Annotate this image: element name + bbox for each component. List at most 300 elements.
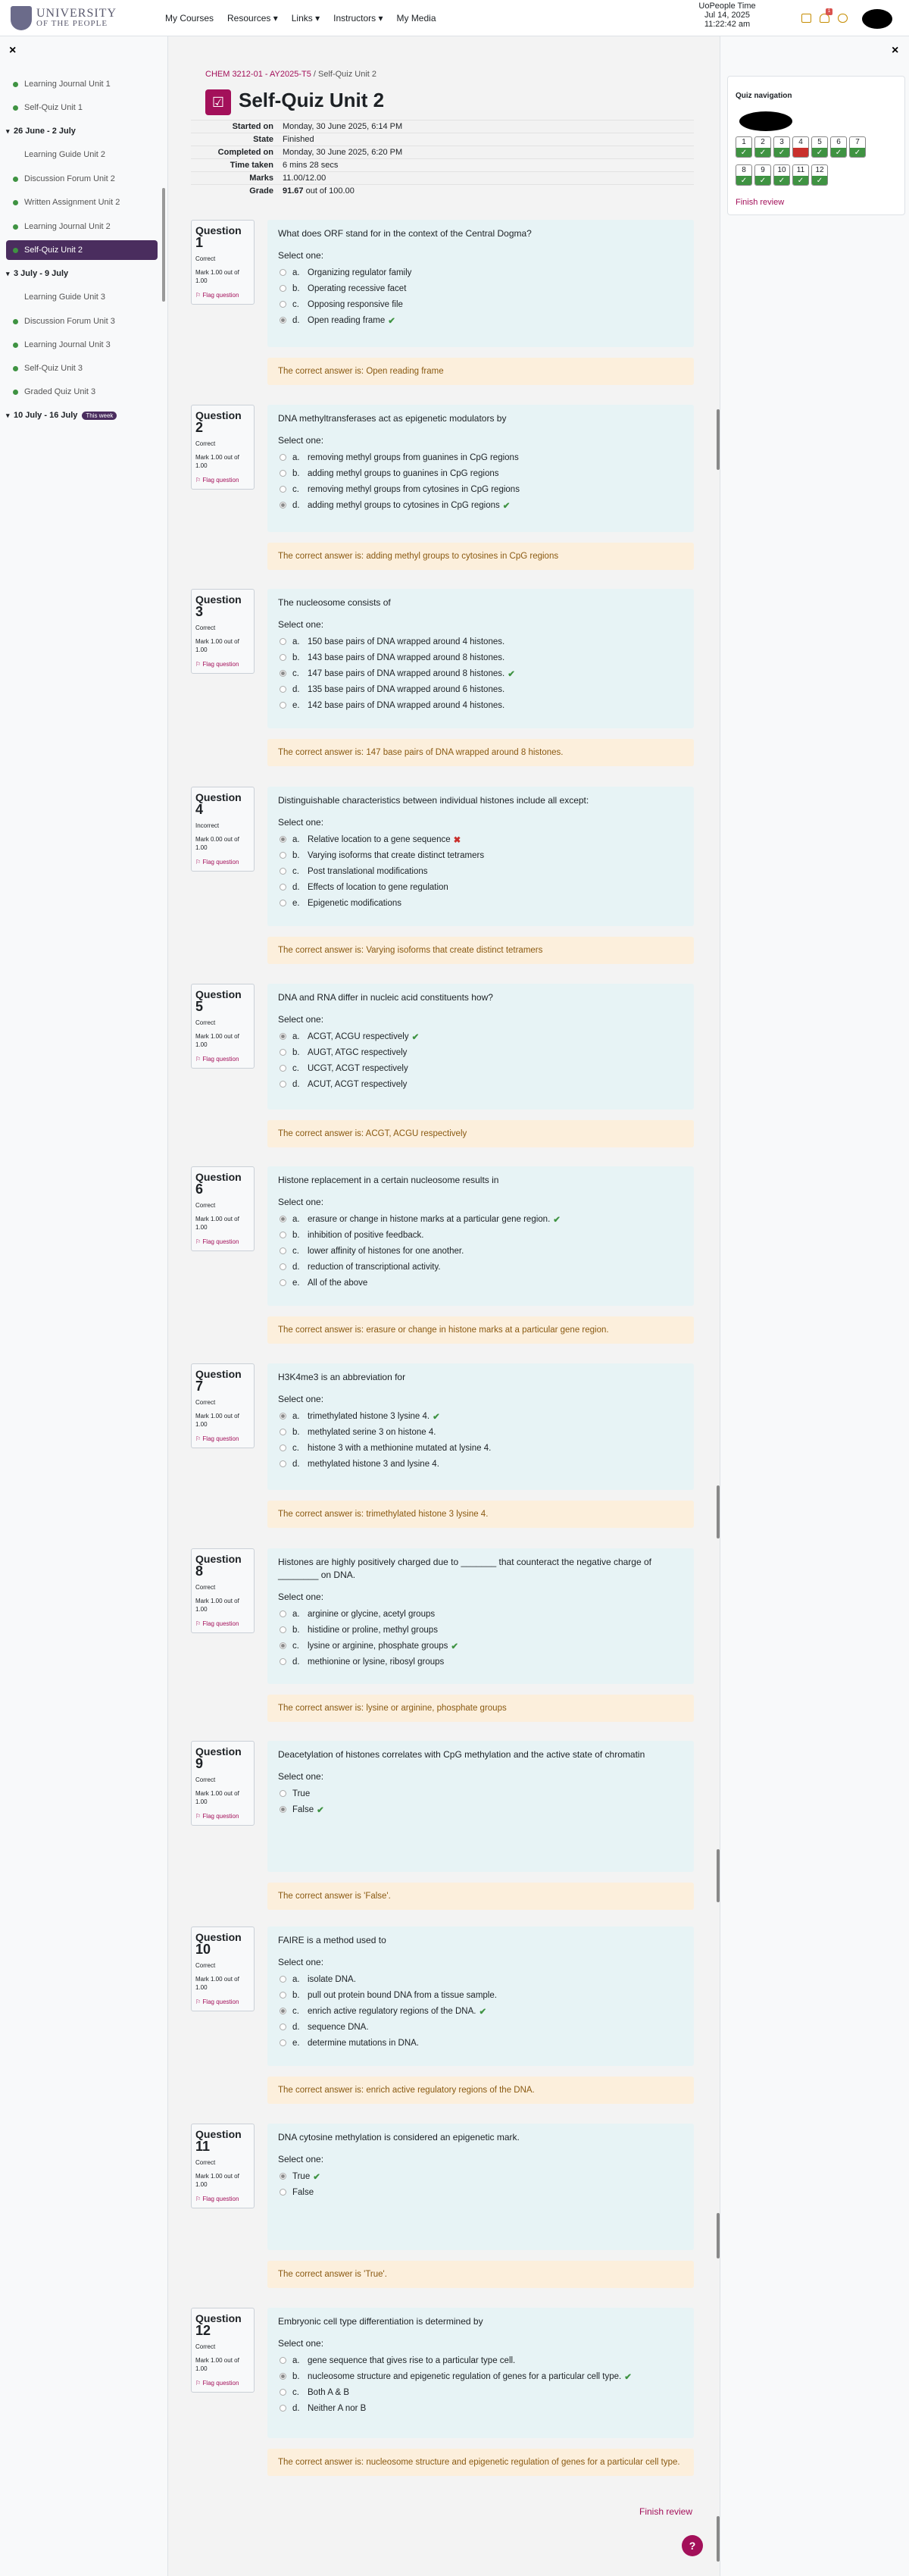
answer-option[interactable] — [278, 665, 683, 681]
completion-check-icon — [13, 200, 18, 205]
answer-option[interactable] — [278, 264, 683, 280]
answer-radio[interactable] — [280, 301, 286, 308]
completion-check-icon — [13, 177, 18, 182]
answer-option[interactable] — [278, 2168, 683, 2184]
correct-check-icon: ✔ — [624, 2372, 632, 2382]
answer-letter: c. — [292, 484, 299, 494]
answer-radio[interactable] — [280, 1460, 286, 1467]
select-one-label: Select one: — [278, 2338, 324, 2349]
select-one-label: Select one: — [278, 1394, 324, 1404]
question-state: Correct — [195, 255, 216, 262]
answer-radio[interactable] — [280, 1790, 286, 1797]
breadcrumb-course[interactable]: CHEM 3212-01 - AY2025-T5 — [205, 70, 311, 79]
course-index-item[interactable] — [6, 169, 158, 189]
answer-radio[interactable] — [280, 2039, 286, 2046]
course-index-item[interactable] — [6, 145, 158, 164]
answer-letter: d. — [292, 1459, 300, 1469]
answer-option[interactable] — [278, 895, 683, 911]
answer-radio[interactable] — [280, 2405, 286, 2412]
answer-option[interactable] — [278, 879, 683, 895]
quiz-nav-question-button[interactable] — [773, 136, 790, 158]
answer-radio[interactable] — [280, 1216, 286, 1222]
course-index-label: Learning Journal Unit 1 — [24, 80, 111, 89]
answer-option[interactable] — [278, 1654, 683, 1670]
answer-radio[interactable] — [280, 868, 286, 875]
nav-resources[interactable]: Resources ▾ — [227, 12, 278, 23]
course-section-header[interactable] — [6, 264, 158, 283]
avatar[interactable] — [862, 9, 892, 29]
answer-text: 150 base pairs of DNA wrapped around 4 histones. — [308, 637, 505, 646]
course-index-label: Learning Guide Unit 3 — [24, 293, 106, 302]
breadcrumb-page: Self-Quiz Unit 2 — [318, 70, 377, 79]
select-one-label: Select one: — [278, 1592, 324, 1602]
answer-letter: a. — [292, 1214, 300, 1224]
answer-text: False — [292, 1804, 314, 1814]
quiz-nav-question-button[interactable] — [849, 136, 866, 158]
answer-radio[interactable] — [280, 1263, 286, 1270]
question-state: Correct — [195, 624, 216, 631]
quiz-nav-question-button[interactable] — [811, 136, 828, 158]
answer-option[interactable] — [278, 1440, 683, 1456]
answer-option[interactable] — [278, 1786, 683, 1801]
correct-check-icon: ✓ — [831, 148, 846, 158]
select-one-label: Select one: — [278, 1014, 324, 1025]
flag-question-link[interactable] — [195, 2195, 250, 2203]
answer-radio[interactable] — [280, 1976, 286, 1983]
question-mark: Mark 1.00 out of 1.00 — [195, 2357, 239, 2372]
answer-radio[interactable] — [280, 1413, 286, 1419]
answer-letter: b. — [292, 1990, 300, 2000]
answer-option[interactable] — [278, 1028, 683, 1044]
flag-question-link[interactable] — [195, 291, 250, 299]
quiz-nav-question-button[interactable] — [792, 136, 809, 158]
answer-option[interactable] — [278, 1606, 683, 1622]
answer-radio[interactable] — [280, 1626, 286, 1633]
correct-check-icon: ✓ — [793, 176, 808, 186]
clock-time: 11:22:42 am — [704, 20, 751, 29]
answer-text: 147 base pairs of DNA wrapped around 8 histones. — [308, 668, 505, 678]
answer-option[interactable] — [278, 497, 683, 513]
completion-check-icon — [13, 224, 18, 230]
answer-option[interactable] — [278, 1259, 683, 1275]
flag-label: Flag question — [202, 1813, 239, 1820]
close-drawer-icon[interactable]: × — [9, 44, 17, 57]
answer-radio[interactable] — [280, 1279, 286, 1286]
breadcrumb-separator: / — [313, 70, 316, 79]
question-state: Correct — [195, 1962, 216, 1969]
answer-text: determine mutations in DNA. — [308, 2038, 420, 2048]
answer-option[interactable] — [278, 481, 683, 497]
answer-text: Organizing regulator family — [308, 268, 412, 277]
course-index-item[interactable] — [6, 382, 158, 402]
answer-option[interactable] — [278, 449, 683, 465]
flag-label: Flag question — [202, 859, 239, 865]
select-one-label: Select one: — [278, 250, 324, 261]
quiz-nav-question-button[interactable] — [754, 164, 771, 186]
answer-text: trimethylated histone 3 lysine 4. — [308, 1411, 430, 1421]
flag-icon: ⚐ — [195, 1056, 203, 1063]
correct-answer-feedback: The correct answer is: enrich active regulatory regions of the DNA. — [267, 2077, 694, 2104]
course-index-label: Learning Guide Unit 2 — [24, 150, 106, 159]
page-title: Self-Quiz Unit 2 — [239, 89, 385, 111]
answer-letter: b. — [292, 1427, 300, 1437]
answer-option[interactable] — [278, 1987, 683, 2003]
answer-letter: b. — [292, 1230, 300, 1240]
question-number: 10 — [195, 1942, 211, 1957]
answer-radio[interactable] — [280, 2357, 286, 2364]
quiz-nav-question-button[interactable] — [736, 136, 752, 158]
answer-radio[interactable] — [280, 2173, 286, 2180]
answer-option[interactable] — [278, 1060, 683, 1076]
flag-question-link[interactable] — [195, 1055, 250, 1063]
course-index-item[interactable] — [6, 311, 158, 331]
quiz-nav-finish-review[interactable]: Finish review — [736, 198, 785, 207]
answer-text: AUGT, ATGC respectively — [308, 1047, 408, 1057]
answer-text: All of the above — [308, 1278, 368, 1288]
answer-option[interactable] — [278, 1243, 683, 1259]
completion-check-icon — [13, 82, 18, 87]
answer-option[interactable] — [278, 1044, 683, 1060]
answer-option[interactable] — [278, 1801, 683, 1817]
quiz-nav-question-button[interactable] — [754, 136, 771, 158]
correct-check-icon: ✓ — [812, 148, 827, 158]
question-number: 12 — [195, 2323, 211, 2338]
answer-option[interactable] — [278, 1275, 683, 1291]
answer-option[interactable] — [278, 1408, 683, 1424]
answer-option[interactable] — [278, 280, 683, 296]
answer-text: histone 3 with a methionine mutated at lysine 4. — [308, 1443, 492, 1453]
drawer-scrollbar[interactable] — [162, 188, 165, 302]
answer-radio[interactable] — [280, 1065, 286, 1072]
flag-question-link[interactable] — [195, 1238, 250, 1246]
flag-question-link[interactable] — [195, 1812, 250, 1820]
flag-question-link[interactable] — [195, 858, 250, 866]
course-index-label: Written Assignment Unit 2 — [24, 198, 120, 207]
answer-radio[interactable] — [280, 1642, 286, 1649]
calendar-icon[interactable] — [801, 14, 811, 23]
question-number: 3 — [195, 604, 204, 619]
answer-letter: c. — [292, 1246, 299, 1256]
correct-check-icon: ✔ — [479, 2007, 487, 2017]
select-one-label: Select one: — [278, 2154, 324, 2164]
answer-text: pull out protein bound DNA from a tissue sample. — [308, 1990, 497, 2000]
answer-radio[interactable] — [280, 884, 286, 890]
question-text: The nucleosome consists of — [278, 597, 391, 608]
answer-option[interactable] — [278, 1456, 683, 1472]
answer-option[interactable] — [278, 1211, 683, 1227]
attempt-summary-table — [191, 120, 694, 198]
summary-value: 6 mins 28 secs — [278, 159, 694, 172]
flag-question-link[interactable] — [195, 2379, 250, 2387]
answer-option[interactable] — [278, 681, 683, 697]
question-text: Histones are highly positively charged due to _______ that counteract the negative charge of ________ on DNA. — [278, 1557, 651, 1580]
answer-radio[interactable] — [280, 2389, 286, 2396]
correct-check-icon: ✓ — [774, 148, 789, 158]
answer-letter: d. — [292, 1657, 300, 1667]
answer-text: Operating recessive facet — [308, 283, 407, 293]
question-number: 6 — [195, 1182, 204, 1197]
answer-letter: e. — [292, 700, 300, 710]
answer-radio[interactable] — [280, 1610, 286, 1617]
question-text: DNA and RNA differ in nucleic acid constituents how? — [278, 992, 493, 1003]
nav-instructors[interactable]: Instructors ▾ — [333, 12, 383, 23]
course-index-item[interactable] — [6, 240, 158, 260]
answer-letter: d. — [292, 1262, 300, 1272]
answer-radio[interactable] — [280, 900, 286, 906]
quiz-nav-number: 5 — [817, 138, 822, 146]
question-mark: Mark 1.00 out of 1.00 — [195, 1976, 239, 1991]
answer-letter: c. — [292, 866, 299, 876]
course-section-header[interactable] — [6, 121, 158, 141]
answer-radio[interactable] — [280, 470, 286, 477]
answer-text: Post translational modifications — [308, 866, 428, 876]
course-index-label: 10 July - 16 July — [14, 411, 78, 420]
flag-question-link[interactable] — [195, 1998, 250, 2006]
correct-check-icon: ✔ — [411, 1032, 420, 1042]
answer-radio[interactable] — [280, 1247, 286, 1254]
correct-check-icon: ✔ — [502, 501, 511, 511]
correct-check-icon: ✓ — [774, 176, 789, 186]
answer-option[interactable] — [278, 1971, 683, 1987]
summary-value: Monday, 30 June 2025, 6:20 PM — [278, 146, 694, 159]
answer-radio[interactable] — [280, 1049, 286, 1056]
flag-question-link[interactable] — [195, 476, 250, 484]
redacted-user-image — [739, 111, 792, 131]
quiz-nav-question-button[interactable] — [736, 164, 752, 186]
flag-question-link[interactable] — [195, 1620, 250, 1628]
answer-option[interactable] — [278, 1424, 683, 1440]
answer-option[interactable] — [278, 1227, 683, 1243]
question-state: Correct — [195, 2159, 216, 2166]
university-logo[interactable] — [11, 3, 147, 33]
breadcrumb — [205, 70, 376, 79]
answer-radio[interactable] — [280, 686, 286, 693]
flag-question-link[interactable] — [195, 660, 250, 668]
select-one-label: Select one: — [278, 619, 324, 630]
answer-radio[interactable] — [280, 1081, 286, 1088]
flag-question-link[interactable] — [195, 1435, 250, 1443]
answer-letter: b. — [292, 1625, 300, 1635]
summary-value: Finished — [278, 133, 694, 146]
course-index-label: Self-Quiz Unit 2 — [24, 246, 83, 255]
top-navbar — [0, 0, 909, 36]
question-info — [191, 2124, 255, 2208]
answer-option[interactable] — [278, 2384, 683, 2400]
answer-text: nucleosome structure and epigenetic regulation of genes for a particular cell type. — [308, 2371, 622, 2381]
answer-option[interactable] — [278, 2035, 683, 2051]
course-section-header[interactable] — [6, 405, 158, 425]
answer-radio[interactable] — [280, 2189, 286, 2196]
answer-radio[interactable] — [280, 2008, 286, 2014]
course-index-item[interactable] — [6, 217, 158, 236]
answer-option[interactable] — [278, 2352, 683, 2368]
quiz-nav-title: Quiz navigation — [736, 92, 792, 100]
answer-radio[interactable] — [280, 852, 286, 859]
answer-text: False — [292, 2187, 314, 2197]
answer-text: methionine or lysine, ribosyl groups — [308, 1657, 445, 1667]
flag-label: Flag question — [202, 1238, 239, 1245]
answer-letter: d. — [292, 2022, 300, 2032]
course-index-label: Self-Quiz Unit 3 — [24, 364, 83, 373]
correct-check-icon: ✔ — [433, 1412, 440, 1422]
answer-text: Varying isoforms that create distinct tetramers — [308, 850, 485, 860]
answer-text: arginine or glycine, acetyl groups — [308, 1609, 436, 1619]
answer-text: Epigenetic modifications — [308, 898, 402, 908]
quiz-nav-question-button[interactable] — [773, 164, 790, 186]
nav-my-media[interactable]: My Media — [396, 12, 436, 23]
course-index-item[interactable] — [6, 192, 158, 212]
question-number: 1 — [195, 235, 204, 250]
answer-text: lower affinity of histones for one another. — [308, 1246, 464, 1256]
answer-radio[interactable] — [280, 454, 286, 461]
answer-radio[interactable] — [280, 2024, 286, 2030]
answer-option[interactable] — [278, 296, 683, 312]
question-info — [191, 220, 255, 305]
answer-option[interactable] — [278, 2368, 683, 2384]
correct-check-icon: ✓ — [736, 176, 751, 186]
chevron-down-icon[interactable]: ▾ — [6, 269, 10, 277]
answer-radio[interactable] — [280, 1806, 286, 1813]
answer-radio[interactable] — [280, 285, 286, 292]
answer-radio[interactable] — [280, 654, 286, 661]
chevron-down-icon[interactable]: ▾ — [6, 127, 10, 135]
course-index-label: Learning Journal Unit 3 — [24, 340, 111, 349]
answer-letter: c. — [292, 1641, 299, 1651]
nav-my-courses[interactable]: My Courses — [165, 12, 214, 23]
answer-option[interactable] — [278, 312, 683, 328]
correct-check-icon: ✔ — [553, 1215, 561, 1225]
answer-text: gene sequence that gives rise to a particular type cell. — [308, 2355, 516, 2365]
question-content — [267, 2308, 694, 2438]
flag-icon: ⚐ — [195, 292, 203, 299]
correct-answer-feedback: The correct answer is: erasure or change in histone marks at a particular gene region. — [267, 1316, 694, 1344]
question-text: What does ORF stand for in the context of the Central Dogma? — [278, 228, 532, 239]
correct-check-icon: ✔ — [451, 1642, 459, 1651]
select-one-label: Select one: — [278, 435, 324, 446]
course-index-item[interactable] — [6, 74, 158, 94]
flag-label: Flag question — [202, 661, 239, 668]
course-index-item[interactable] — [6, 358, 158, 378]
answer-option[interactable] — [278, 634, 683, 649]
quiz-nav-question-button[interactable] — [792, 164, 809, 186]
summary-key: State — [191, 133, 278, 146]
chat-icon[interactable] — [838, 14, 848, 23]
answer-letter: d. — [292, 684, 300, 694]
answer-radio[interactable] — [280, 317, 286, 324]
answer-option[interactable] — [278, 831, 683, 847]
answer-option[interactable] — [278, 847, 683, 863]
answer-radio[interactable] — [280, 269, 286, 276]
finish-review-link[interactable]: Finish review — [639, 2506, 693, 2517]
answer-letter: a. — [292, 268, 300, 277]
help-button[interactable]: ? — [682, 2535, 703, 2556]
question-text: DNA methyltransferases act as epigenetic modulators by — [278, 413, 507, 424]
answer-option[interactable] — [278, 1076, 683, 1092]
answer-radio[interactable] — [280, 638, 286, 645]
answer-radio[interactable] — [280, 1658, 286, 1665]
answer-letter: b. — [292, 1047, 300, 1057]
question-text: DNA cytosine methylation is considered an epigenetic mark. — [278, 2132, 520, 2142]
answer-letter: c. — [292, 668, 299, 678]
question-info — [191, 984, 255, 1069]
answer-text: True — [292, 2171, 311, 2181]
answer-letter: d. — [292, 2403, 300, 2413]
close-quiz-nav-icon[interactable]: × — [892, 44, 899, 57]
answer-radio[interactable] — [280, 836, 286, 843]
quiz-nav-number: 6 — [836, 138, 841, 146]
answer-option[interactable] — [278, 1622, 683, 1638]
answer-letter: c. — [292, 1063, 299, 1073]
answer-radio[interactable] — [280, 2373, 286, 2380]
flag-icon: ⚐ — [195, 1238, 203, 1245]
answer-text: Both A & B — [308, 2387, 349, 2397]
quiz-nav-question-button[interactable] — [811, 164, 828, 186]
answer-radio[interactable] — [280, 670, 286, 677]
question-mark: Mark 1.00 out of 1.00 — [195, 1598, 239, 1613]
answer-radio[interactable] — [280, 1992, 286, 1999]
quiz-nav-number: 8 — [742, 166, 746, 174]
quiz-navigation-drawer — [720, 36, 909, 2576]
quiz-nav-number: 11 — [796, 166, 805, 174]
question-label: Question — [195, 791, 242, 803]
answer-radio[interactable] — [280, 1033, 286, 1040]
answer-option[interactable] — [278, 2003, 683, 2019]
answer-text: True — [292, 1789, 311, 1798]
course-index-item[interactable] — [6, 98, 158, 117]
answer-radio[interactable] — [280, 1445, 286, 1451]
answer-radio[interactable] — [280, 702, 286, 709]
answer-radio[interactable] — [280, 502, 286, 509]
correct-check-icon: ✔ — [317, 1805, 324, 1815]
answer-option[interactable] — [278, 863, 683, 879]
answer-letter: a. — [292, 637, 300, 646]
nav-links[interactable]: Links ▾ — [291, 12, 320, 23]
question-text: Distinguishable characteristics between individual histones include all except: — [278, 795, 589, 806]
correct-answer-feedback: The correct answer is: adding methyl groups to cytosines in CpG regions — [267, 543, 694, 570]
select-one-label: Select one: — [278, 817, 324, 828]
answer-option[interactable] — [278, 1638, 683, 1654]
chevron-down-icon[interactable]: ▾ — [6, 411, 10, 419]
question-state: Incorrect — [195, 822, 220, 829]
answer-text: 143 base pairs of DNA wrapped around 8 histones. — [308, 653, 505, 662]
question-content — [267, 984, 694, 1110]
answer-text: ACGT, ACGU respectively — [308, 1031, 409, 1041]
question-mark: Mark 1.00 out of 1.00 — [195, 1216, 239, 1231]
answer-option[interactable] — [278, 465, 683, 481]
answer-option[interactable] — [278, 2400, 683, 2416]
answer-option[interactable] — [278, 697, 683, 713]
answer-letter: a. — [292, 834, 300, 844]
course-index-item[interactable] — [6, 287, 158, 307]
quiz-nav-question-button[interactable] — [830, 136, 847, 158]
answer-option[interactable] — [278, 2019, 683, 2035]
course-index-item[interactable] — [6, 335, 158, 355]
answer-option[interactable] — [278, 2184, 683, 2200]
question-content — [267, 2124, 694, 2250]
answer-radio[interactable] — [280, 1429, 286, 1435]
answer-radio[interactable] — [280, 486, 286, 493]
flag-icon: ⚐ — [195, 661, 203, 668]
answer-letter: b. — [292, 468, 300, 478]
correct-check-icon: ✔ — [313, 2172, 320, 2182]
answer-letter: c. — [292, 299, 299, 309]
answer-option[interactable] — [278, 649, 683, 665]
question-content — [267, 220, 694, 347]
answer-text: inhibition of positive feedback. — [308, 1230, 424, 1240]
summary-key: Time taken — [191, 159, 278, 172]
answer-radio[interactable] — [280, 1232, 286, 1238]
answer-letter: a. — [292, 452, 300, 462]
